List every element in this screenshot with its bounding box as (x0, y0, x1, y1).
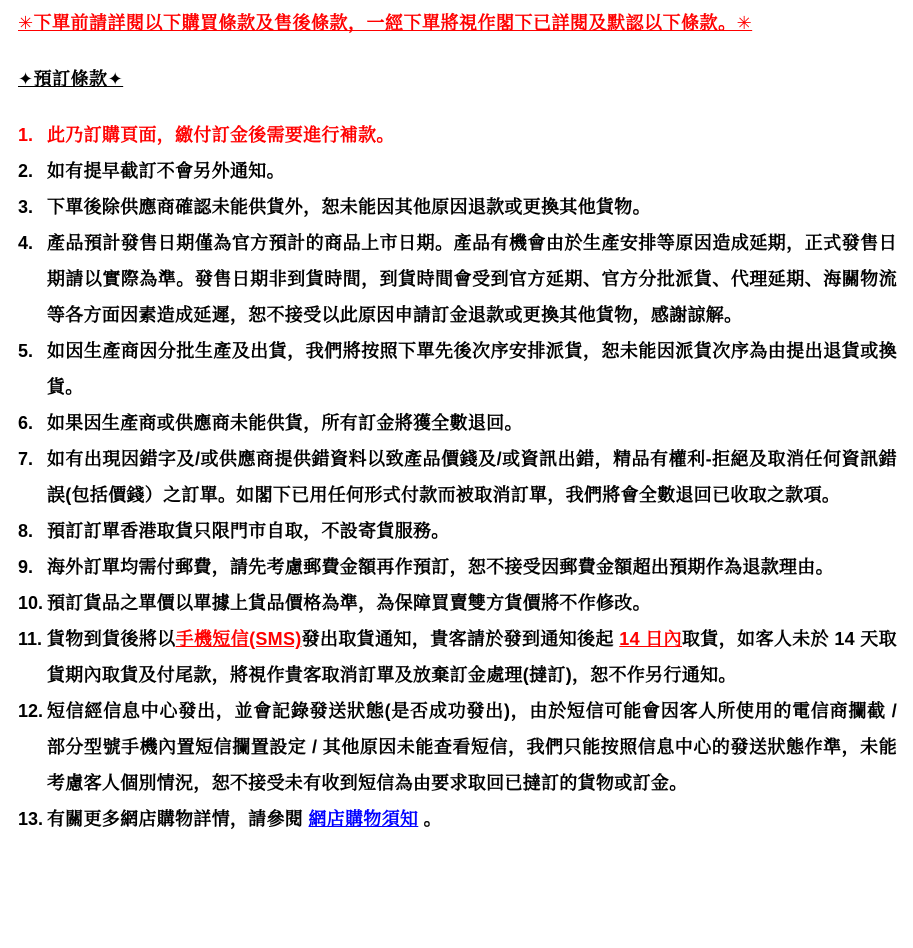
term-item (18, 117, 897, 153)
highlighted-term-text: 14 日內 (619, 629, 682, 650)
term-segment: 預訂訂單香港取貨只限門市自取，不設寄貨服務。 (47, 521, 450, 542)
term-text (47, 585, 897, 621)
term-text (47, 621, 897, 693)
preorder-terms-section-title: ✦預訂條款✦ (18, 69, 124, 90)
term-item (18, 585, 897, 621)
term-segment: 產品預計發售日期僅為官方預計的商品上市日期。產品有機會由於生產安排等原因造成延期，正式發售日期請以實際為準。發售日期非到貨時間，到貨時間會受到官方延期、官方分批派貨、代理延期、海關物流等各方面因素造成延遲，恕不接受以此原因申請訂金退款或更換其他貨物，感謝諒解。 (47, 233, 897, 326)
term-segment: 海外訂單均需付郵費，請先考慮郵費金額再作預訂，恕不接受因郵費金額超出預期作為退款理由。 (47, 557, 834, 578)
term-text (47, 225, 897, 333)
term-item (18, 153, 897, 189)
term-text (47, 153, 897, 189)
term-text (47, 441, 897, 513)
term-item (18, 549, 897, 585)
term-item (18, 801, 897, 837)
term-item (18, 693, 897, 801)
term-segment: 此乃訂購頁面，繳付訂金後需要進行補款。 (47, 125, 395, 146)
term-segment: 短信經信息中心發出，並會記錄發送狀態(是否成功發出)，由於短信可能會因客人所使用的電信商攔截 / 部分型號手機內置短信攔置設定 / 其他原因未能查看短信，我們只能按照信息中心的發送狀態作準，未能考慮客人個別情況，恕不接受未有收到短信為由要求取回已撻訂的貨物或訂金。 (47, 701, 897, 794)
term-segment: 如果因生產商或供應商未能供貨，所有訂金將獲全數退回。 (47, 413, 523, 434)
term-segment: 如有出現因錯字及/或供應商提供錯資料以致產品價錢及/或資訊出錯，精品有權利-拒絕及取消任何資訊錯誤(包括價錢）之訂單。如閣下已用任何形式付款而被取消訂單，我們將會全數退回已收取之款項。 (47, 449, 897, 506)
highlighted-term-text: 手機短信(SMS) (175, 629, 302, 650)
term-number: 13. (18, 809, 44, 830)
term-number: 8. (18, 521, 34, 542)
term-text (47, 333, 897, 405)
term-item (18, 621, 897, 693)
term-text (47, 513, 897, 549)
term-number: 6. (18, 413, 34, 434)
term-number: 3. (18, 197, 34, 218)
term-segment: 。 (418, 809, 442, 830)
term-number: 7. (18, 449, 34, 470)
term-text (47, 405, 897, 441)
shop-guide-link[interactable]: 網店購物須知 (308, 809, 419, 830)
term-number: 9. (18, 557, 34, 578)
term-segment: 預訂貨品之單價以單據上貨品價格為準，為保障買賣雙方貨價將不作修改。 (47, 593, 651, 614)
term-text (47, 693, 897, 801)
term-number: 4. (18, 233, 34, 254)
term-segment: 如有提早截訂不會另外通知。 (47, 161, 285, 182)
term-item (18, 225, 897, 333)
term-segment: 下單後除供應商確認未能供貨外，恕未能因其他原因退款或更換其他貨物。 (47, 197, 651, 218)
term-number: 12. (18, 701, 44, 722)
term-item (18, 441, 897, 513)
term-text (47, 117, 897, 153)
term-segment: 如因生產商因分批生產及出貨，我們將按照下單先後次序安排派貨，恕未能因派貨次序為由提出退貨或換貨。 (47, 341, 897, 398)
term-text (47, 801, 897, 837)
term-text (47, 189, 897, 225)
term-item (18, 513, 897, 549)
term-segment: 有關更多網店購物詳情，請參閱 (47, 809, 309, 830)
term-item (18, 405, 897, 441)
term-number: 10. (18, 593, 44, 614)
term-number: 1. (18, 125, 34, 146)
terms-list (18, 117, 897, 837)
term-item (18, 189, 897, 225)
term-segment: 貨物到貨後將以 (47, 629, 176, 650)
term-item (18, 333, 897, 405)
term-segment: 發出取貨通知，貴客請於發到通知後起 (301, 629, 620, 650)
term-number: 11. (18, 629, 43, 650)
term-segment: 取貨，如客人未於 14 天取貨期內取貨及付尾款，將視作貴客取消訂單及放棄訂金處理(撻訂)，恕不作另行通知。 (47, 629, 897, 686)
purchase-terms-notice: ✳下單前請詳閱以下購買條款及售後條款，一經下單將視作閣下已詳閱及默認以下條款。✳ (18, 13, 753, 33)
term-number: 5. (18, 341, 34, 362)
term-number: 2. (18, 161, 34, 182)
term-text (47, 549, 897, 585)
